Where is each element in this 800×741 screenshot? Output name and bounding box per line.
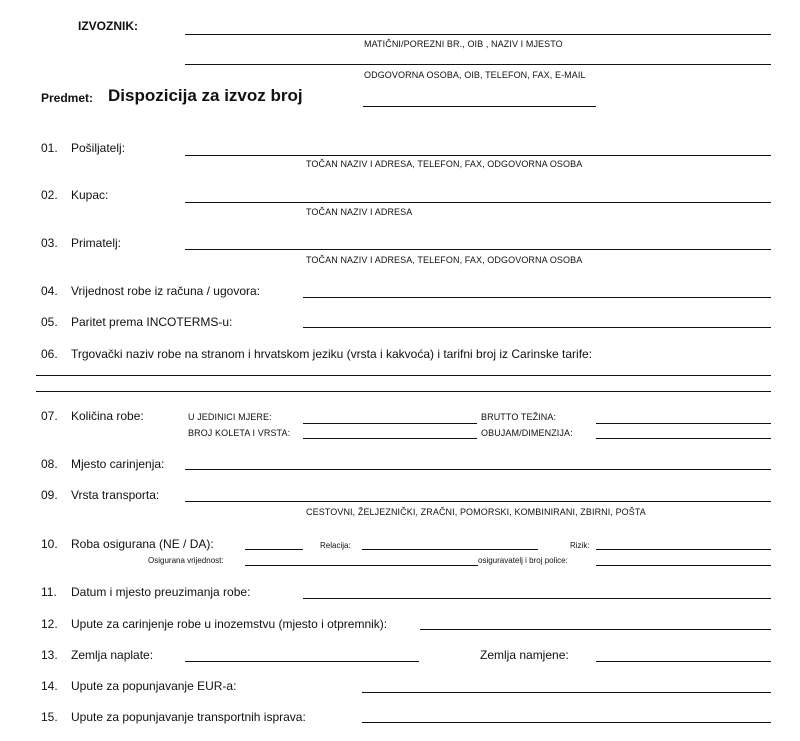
row-number: 15. xyxy=(41,710,58,724)
row-01 xyxy=(41,141,125,155)
insured-value-line[interactable] xyxy=(245,565,478,566)
eur-instructions-line[interactable] xyxy=(362,692,771,693)
unit-label: U JEDINICI MJERE: xyxy=(188,412,272,422)
row-label: Kupac: xyxy=(71,188,109,202)
row-09 xyxy=(41,488,159,502)
row-number: 12. xyxy=(41,617,58,631)
incoterms-line[interactable] xyxy=(303,327,771,328)
row-number: 01. xyxy=(41,141,58,155)
insured-value-label: Osigurana vrijednost: xyxy=(148,556,224,565)
insurer-line[interactable] xyxy=(596,565,771,566)
destination-country-label: Zemlja namjene: xyxy=(480,648,569,662)
row-label: Vrijednost robe iz računa / ugovora: xyxy=(71,284,260,298)
exporter-hint-2: ODGOVORNA OSOBA, OIB, TELEFON, FAX, E-MAIL xyxy=(364,70,586,80)
volume-label: OBUJAM/DIMENZIJA: xyxy=(481,428,573,438)
row-number: 09. xyxy=(41,488,58,502)
payment-country-line[interactable] xyxy=(185,661,419,662)
row-label: Trgovački naziv robe na stranom i hrvatskom jeziku (vrsta i kakvoća) i tarifni broj iz Carinske tarife: xyxy=(71,347,593,361)
goods-value-line[interactable] xyxy=(303,297,771,298)
row-label: Primatelj: xyxy=(71,236,122,250)
row-number: 06. xyxy=(41,347,58,361)
goods-name-line-2[interactable] xyxy=(36,391,771,392)
row-number: 02. xyxy=(41,188,58,202)
row-02 xyxy=(41,188,108,202)
row-number: 08. xyxy=(41,457,58,471)
exporter-contact-line[interactable] xyxy=(185,64,771,65)
row-label: Upute za carinjenje robe u inozemstvu (mjesto i otpremnik): xyxy=(71,617,388,631)
customs-place-line[interactable] xyxy=(185,469,771,470)
row-label: Mjesto carinjenja: xyxy=(71,457,165,471)
exporter-hint-1: MATIČNI/POREZNI BR., OIB , NAZIV I MJESTO xyxy=(364,39,563,49)
row-label: Zemlja naplate: xyxy=(71,648,154,662)
unit-line[interactable] xyxy=(303,423,477,424)
row-12 xyxy=(41,617,387,631)
row-number: 13. xyxy=(41,648,58,662)
packages-line[interactable] xyxy=(303,438,477,439)
transport-docs-line[interactable] xyxy=(362,722,771,723)
risk-label: Rizik: xyxy=(570,541,590,550)
row-05 xyxy=(41,315,232,329)
row-04 xyxy=(41,284,260,298)
row-number: 03. xyxy=(41,236,58,250)
insured-yes-no-line[interactable] xyxy=(245,549,303,550)
row-11 xyxy=(41,585,250,599)
pickup-date-place-line[interactable] xyxy=(303,598,771,599)
subject-label: Predmet: xyxy=(41,91,94,105)
row-number: 07. xyxy=(41,409,58,423)
row-10 xyxy=(41,537,214,551)
row-13 xyxy=(41,648,153,662)
row-number: 14. xyxy=(41,679,58,693)
subject-title: Dispozicija za izvoz broj xyxy=(108,86,303,105)
transport-type-line[interactable] xyxy=(185,501,771,502)
row-number: 11. xyxy=(41,585,57,599)
sender-hint: TOČAN NAZIV I ADRESA, TELEFON, FAX, ODGOVORNA OSOBA xyxy=(306,159,583,169)
recipient-hint: TOČAN NAZIV I ADRESA, TELEFON, FAX, ODGOVORNA OSOBA xyxy=(306,255,583,265)
insurer-label: osiguravatelj i broj police: xyxy=(478,556,568,565)
row-08 xyxy=(41,457,164,471)
row-label: Pošiljatelj: xyxy=(71,141,126,155)
sender-line[interactable] xyxy=(185,155,771,156)
row-label: Količina robe: xyxy=(71,409,144,423)
recipient-line[interactable] xyxy=(185,249,771,250)
row-label: Upute za popunjavanje transportnih isprava: xyxy=(71,710,306,724)
buyer-line[interactable] xyxy=(185,202,771,203)
row-03 xyxy=(41,236,121,250)
gross-weight-line[interactable] xyxy=(596,423,771,424)
row-07 xyxy=(41,409,144,423)
row-number: 05. xyxy=(41,315,58,329)
row-number: 04. xyxy=(41,284,58,298)
exporter-label: IZVOZNIK: xyxy=(78,19,138,33)
gross-weight-label: BRUTTO TEŽINA: xyxy=(481,412,557,422)
row-label: Datum i mjesto preuzimanja robe: xyxy=(71,585,251,599)
risk-line[interactable] xyxy=(596,549,771,550)
exporter-id-line[interactable] xyxy=(185,34,771,35)
export-number-line[interactable] xyxy=(363,106,596,107)
buyer-hint: TOČAN NAZIV I ADRESA xyxy=(306,207,413,217)
packages-label: BROJ KOLETA I VRSTA: xyxy=(188,428,291,438)
foreign-customs-line[interactable] xyxy=(420,629,771,630)
row-14 xyxy=(41,679,236,693)
row-label: Vrsta transporta: xyxy=(71,488,160,502)
transport-hint: CESTOVNI, ŽELJEZNIČKI, ZRAČNI, POMORSKI, KOMBINIRANI, ZBIRNI, POŠTA xyxy=(306,507,646,517)
volume-line[interactable] xyxy=(596,438,771,439)
row-number: 10. xyxy=(41,537,58,551)
row-label: Paritet prema INCOTERMS-u: xyxy=(71,315,233,329)
row-06 xyxy=(41,347,592,361)
row-label: Upute za popunjavanje EUR-a: xyxy=(71,679,237,693)
row-label: Roba osigurana (NE / DA): xyxy=(71,537,214,551)
row-15 xyxy=(41,710,306,724)
relation-line[interactable] xyxy=(362,549,538,550)
relation-label: Relacija: xyxy=(320,541,351,550)
goods-name-line-1[interactable] xyxy=(36,375,771,376)
destination-country-line[interactable] xyxy=(596,661,771,662)
